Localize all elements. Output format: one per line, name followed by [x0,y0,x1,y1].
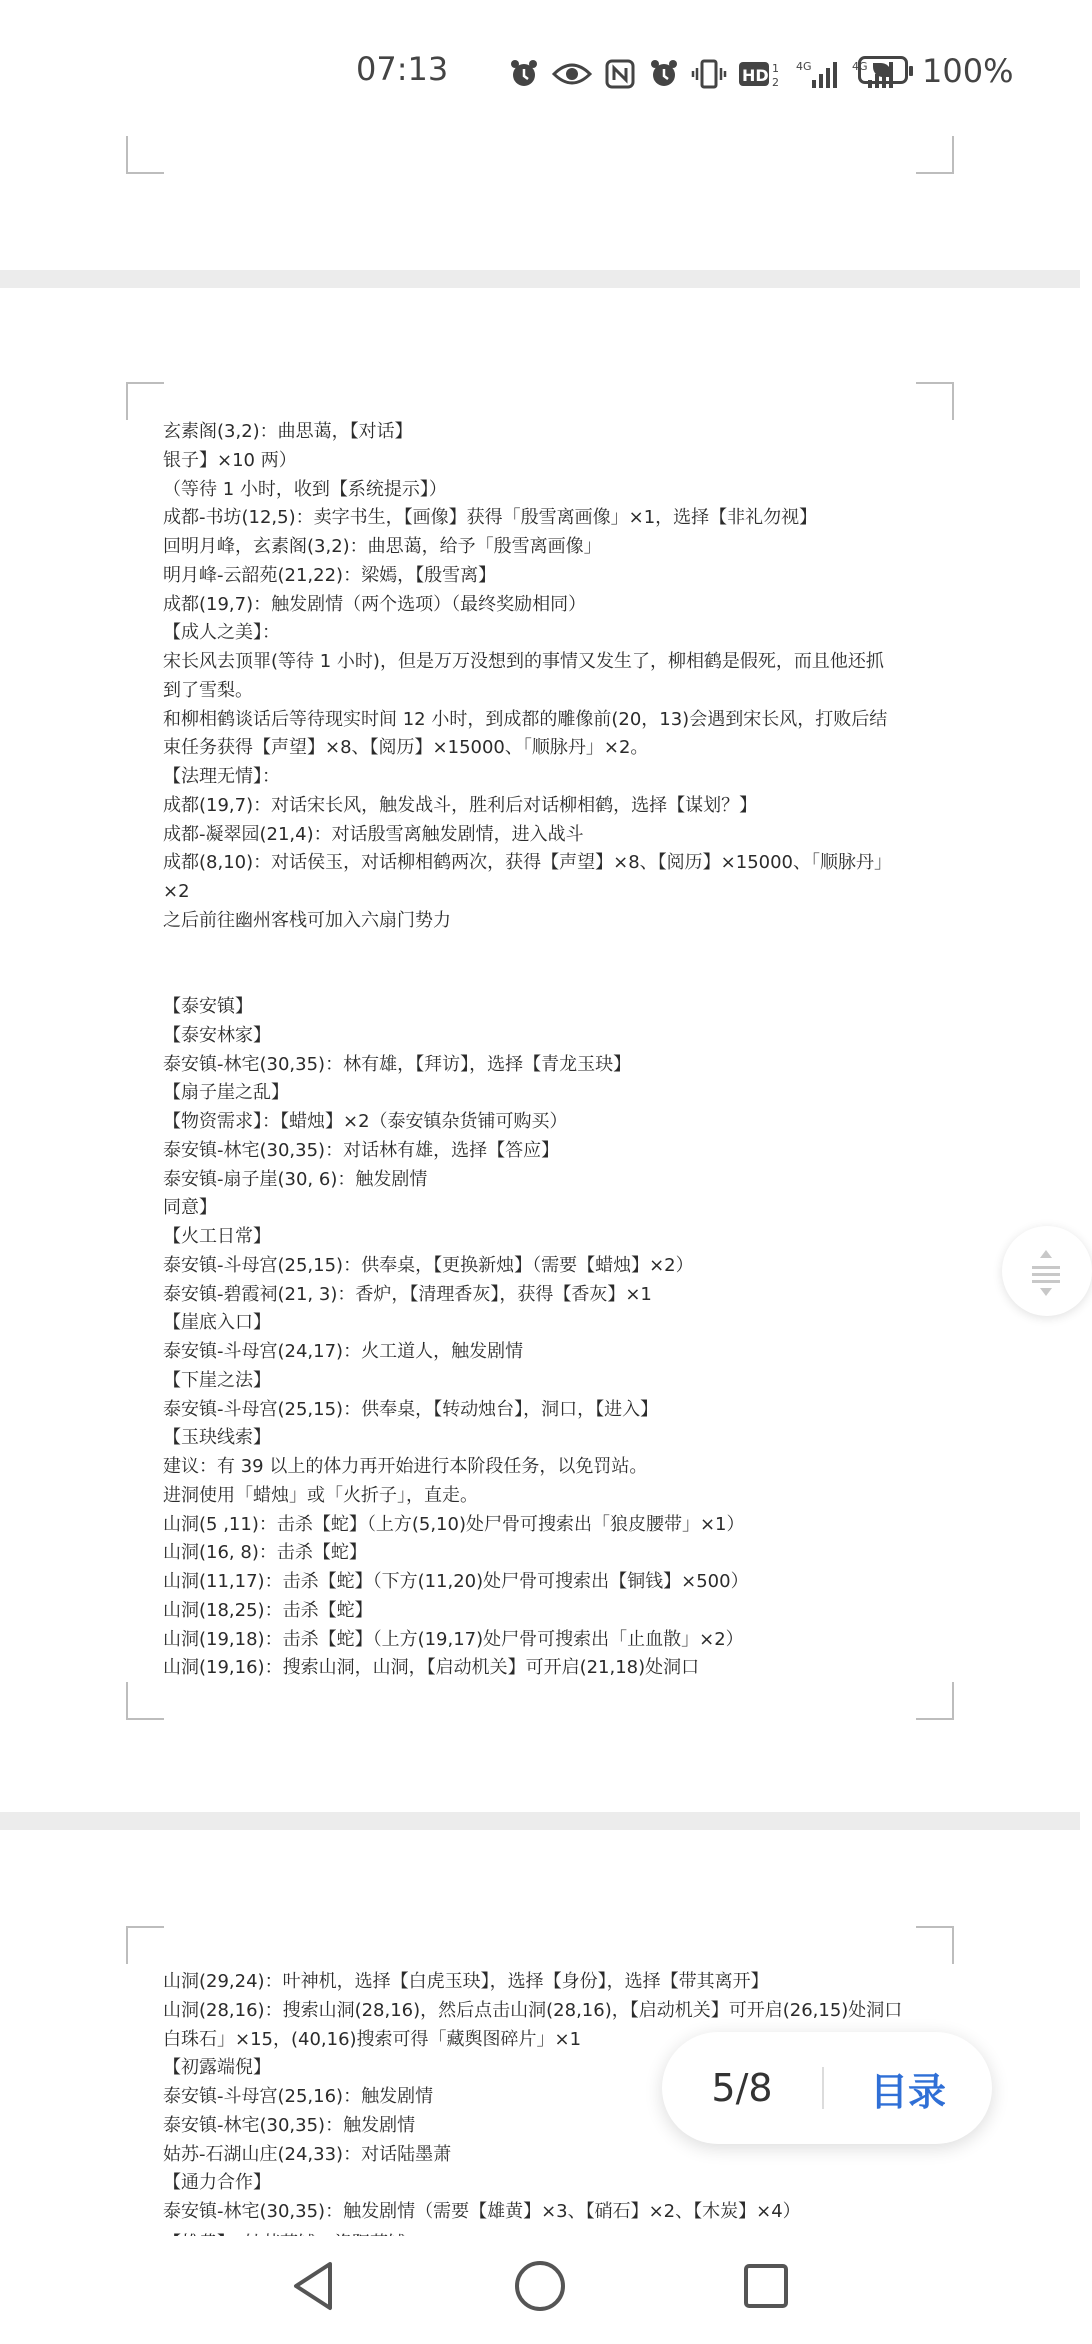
document-text-line: 进洞使用「蜡烛」或「火折子」，直走。 [163,1484,478,1506]
document-text-line: 山洞(5 ,11)：击杀【蛇】（上方(5,10)处尸骨可搜索出「狼皮腰带」×1） [163,1513,745,1535]
document-text-line: 银子】×10 两） [163,449,297,471]
document-text-line: （等待 1 小时，收到【系统提示】） [163,478,447,500]
page-indicator [662,2032,992,2144]
document-text-line: 【扇子崖之乱】 [163,1082,289,1104]
document-text-line: ×2 [163,881,190,902]
document-text-line: 山洞(11,17)：击杀【蛇】（下方(11,20)处尸骨可搜索出【铜钱】×500） [163,1571,749,1592]
document-page-5 [0,288,1080,1812]
document-text-line: 成都-凝翠园(21,4)：对话殷雪离触发剧情，进入战斗 [163,823,584,845]
page-corner-mark [916,136,954,174]
document-text-line: 【初露端倪】 [163,2057,271,2079]
document-text-line: 白珠石」×15，(40,16)搜索可得「藏舆图碎片」×1 [163,2028,582,2050]
page-separator [0,1812,1080,1830]
page-corner-mark [126,382,164,420]
document-text-line: 泰安镇-斗母宫(25,15)：供奉桌，【更换新烛】（需要【蜡烛】×2） [163,1254,694,1276]
signal-4g-icon [796,58,840,90]
document-text-line: 【泰安林家】 [163,1024,271,1046]
battery-icon [858,56,908,84]
document-text-line: 山洞(29,24)：叶神机，选择【白虎玉玦】，选择【身份】，选择【带其离开】 [163,1971,769,1992]
document-text-line: 山洞(19,16)：搜索山洞，山洞，【启动机关】可开启(21,18)处洞口 [163,1657,700,1679]
document-text-line: 成都(8,10)：对话侯玉，对话柳相鹤两次，获得【声望】×8、【阅历】×15000、「顺脉丹」 [163,852,892,874]
document-text-line: 和柳相鹤谈话后等待现实时间 12 小时，到成都的雕像前(20，13)会遇到宋长风，打败后结 [163,708,888,730]
document-text-line: 【下崖之法】 [163,1369,271,1391]
page-corner-mark [916,382,954,420]
document-text-line: 姑苏-石湖山庄(24,33)：对话陆墨萧 [163,2143,452,2165]
drag-handle-icon [1002,1226,1092,1316]
hd-icon [738,58,784,90]
page-number[interactable]: 5/8 [711,2066,773,2110]
scroll-handle[interactable] [1002,1226,1092,1316]
svg-text:4G: 4G [796,60,812,73]
nfc-icon [604,58,636,90]
page-corner-mark [126,136,164,174]
vibrate-icon [692,58,726,90]
document-text-line: 山洞(16, 8)：击杀【蛇】 [163,1542,367,1564]
document-text-line: 泰安镇-林宅(30,35)：对话林有雄，选择【答应】 [163,1139,560,1161]
page-separator [0,270,1080,288]
battery-percent: 100% [922,52,1014,90]
document-text-line: 成都(19,7)：对话宋长风，触发战斗，胜利后对话柳相鹤，选择【谋划？】 [163,794,758,816]
page-corner-mark [916,1682,954,1720]
document-text-line: 山洞(18,25)：击杀【蛇】 [163,1599,373,1621]
document-text-line: 泰安镇-斗母宫(25,16)：触发剧情 [163,2086,434,2107]
document-text-line: 【崖底入口】 [163,1312,271,1334]
document-text-line: 泰安镇-林宅(30,35)：林有雄，【拜访】，选择【青龙玉玦】 [163,1053,632,1075]
document-text-line: 泰安镇-扇子崖(30, 6)：触发剧情 [163,1168,428,1190]
svg-text:HD: HD [742,66,769,85]
document-text-line: 回明月峰，玄素阁(3,2)：曲思蔼，给予「殷雪离画像」 [163,536,602,557]
document-text-line: 之后前往幽州客栈可加入六扇门势力 [163,909,451,931]
document-text-line: 山洞(28,16)：搜索山洞(28,16)，然后点击山洞(28,16)，【启动机关】可开启(26,15)处洞口 [163,1999,903,2021]
document-text-line: 山洞(19,18)：击杀【蛇】（上方(19,17)处尸骨可搜索出「止血散」×2） [163,1628,744,1650]
svg-text:4G: 4G [852,60,868,73]
svg-text:2: 2 [772,76,779,89]
document-text-line: 到了雪梨。 [163,679,253,701]
document-text-line: 宋长风去顶罪(等待 1 小时)，但是万万没想到的事情又发生了，柳相鹤是假死，而且他还抓 [163,651,884,672]
svg-text:1: 1 [772,62,779,75]
document-text-line: 建议：有 39 以上的体力再开始进行本阶段任务，以免罚站。 [163,1456,648,1477]
document-text-line: 【法理无情】： [163,766,280,787]
document-text-line: 成都-书坊(12,5)：卖字书生，【画像】获得「殷雪离画像」×1，选择【非礼勿视】 [163,507,818,529]
eye-icon [552,58,592,90]
document-text-line: 泰安镇-林宅(30,35)：触发剧情 [163,2114,416,2136]
status-icons [508,56,896,92]
home-icon[interactable] [512,2258,568,2314]
status-bar [0,0,1080,120]
alarm-icon [508,58,540,90]
page-corner-mark [916,1926,954,1964]
document-text-line: 【通力合作】 [163,2172,271,2194]
document-text-line: 【火工日常】 [163,1226,271,1247]
document-text-line: 束任务获得【声望】×8、【阅历】×15000、「顺脉丹」×2。 [163,737,649,759]
alarm-icon [648,58,680,90]
toc-button[interactable]: 目录 [869,2069,946,2114]
document-text-line: 成都(19,7)：触发剧情（两个选项）（最终奖励相同） [163,593,587,615]
recents-icon[interactable] [740,2260,792,2312]
document-text-line: 【物资需求】：【蜡烛】×2（泰安镇杂货铺可购买） [163,1111,568,1132]
document-text-line: 玄素阁(3,2)：曲思蔼，【对话】 [163,421,413,442]
status-time: 07:13 [356,50,449,88]
document-text-line: 泰安镇-林宅(30,35)：触发剧情（需要【雄黄】×3、【硝石】×2、【木炭】×4） [163,2201,801,2222]
back-icon[interactable] [288,2258,340,2314]
document-text-line: 【泰安镇】 [163,996,253,1017]
document-text-line: 泰安镇-斗母宫(24,17)：火工道人，触发剧情 [163,1341,524,1362]
page-corner-mark [126,1926,164,1964]
document-text-line: 明月峰-云韶苑(21,22)：梁嫣，【殷雪离】 [163,564,497,586]
page-corner-mark [126,1682,164,1720]
document-text-line: 【玉玦线索】 [163,1427,271,1449]
document-text-line: 【成人之美】： [163,622,280,644]
document-text-line: 同意】 [163,1197,217,1219]
document-text-line: 泰安镇-碧霞祠(21, 3)：香炉，【清理香灰】，获得【香灰】×1 [163,1283,652,1305]
document-text-line: 泰安镇-斗母宫(25,15)：供奉桌，【转动烛台】，洞口，【进入】 [163,1398,659,1420]
navigation-bar [0,2236,1080,2344]
